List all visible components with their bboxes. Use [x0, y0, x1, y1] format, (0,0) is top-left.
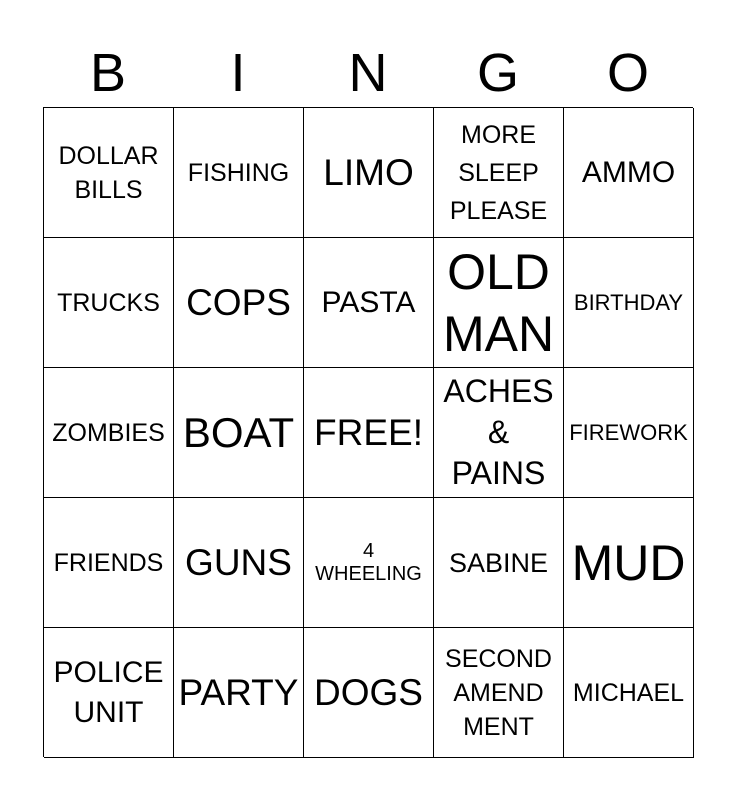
header-letter-n: N: [348, 43, 388, 103]
bingo-cell[interactable]: [304, 498, 434, 628]
cell-label: TRUCKS: [57, 288, 160, 317]
cell-label: PASTA: [321, 285, 416, 319]
cell-label: ACHES & PAINS: [443, 373, 554, 491]
bingo-cell[interactable]: [434, 628, 564, 758]
bingo-cell[interactable]: [304, 238, 434, 368]
header-letter-o: O: [606, 43, 649, 103]
cell-label: POLICE UNIT: [53, 655, 164, 729]
bingo-cell[interactable]: [564, 108, 694, 238]
bingo-cell[interactable]: [174, 368, 304, 498]
bingo-cell[interactable]: [174, 108, 304, 238]
cell-label: SABINE: [448, 547, 549, 578]
cell-label: OLD MAN: [442, 243, 555, 362]
cell-label: PARTY: [178, 671, 299, 713]
cell-label: FREE!: [314, 411, 423, 453]
bingo-cell[interactable]: [174, 238, 304, 368]
bingo-cell[interactable]: [174, 628, 304, 758]
bingo-cell[interactable]: [434, 498, 564, 628]
bingo-cell[interactable]: [44, 238, 174, 368]
bingo-cell[interactable]: [434, 368, 564, 498]
bingo-board: [43, 107, 693, 757]
cell-label: BIRTHDAY: [573, 289, 684, 315]
bingo-cell[interactable]: [44, 498, 174, 628]
cell-label: FISHING: [187, 158, 290, 187]
cell-label: DOLLAR BILLS: [58, 141, 159, 204]
cell-label: FRIENDS: [53, 548, 164, 577]
bingo-cell[interactable]: [564, 368, 694, 498]
bingo-cell[interactable]: [564, 628, 694, 758]
cell-label: BOAT: [182, 408, 295, 456]
cell-label: ZOMBIES: [52, 418, 165, 447]
cell-label: MICHAEL: [572, 678, 685, 707]
cell-label: DOGS: [314, 671, 423, 713]
cell-label: 4 WHEELING: [315, 539, 422, 585]
bingo-cell[interactable]: [304, 108, 434, 238]
cell-label: AMMO: [581, 155, 676, 189]
cell-label: COPS: [186, 281, 291, 323]
bingo-cell[interactable]: [304, 368, 434, 498]
bingo-cell[interactable]: [44, 628, 174, 758]
bingo-header: [43, 40, 693, 106]
bingo-cell[interactable]: [434, 108, 564, 238]
cell-label: SECOND AMEND MENT: [445, 644, 552, 741]
header-letter-g: G: [476, 43, 519, 103]
header-letter-b: B: [89, 43, 127, 103]
header-letter-i: I: [230, 43, 246, 103]
bingo-cell[interactable]: [434, 238, 564, 368]
bingo-cell[interactable]: [564, 498, 694, 628]
bingo-cell[interactable]: [304, 628, 434, 758]
cell-label: MORE SLEEP PLEASE: [449, 120, 548, 225]
cell-label: MUD: [571, 534, 686, 591]
cell-label: LIMO: [323, 151, 414, 193]
bingo-cell[interactable]: [44, 108, 174, 238]
bingo-cell[interactable]: [44, 368, 174, 498]
cell-label: FIREWORK: [569, 419, 688, 445]
bingo-cell[interactable]: [564, 238, 694, 368]
cell-label: GUNS: [185, 541, 292, 583]
bingo-cell[interactable]: [174, 498, 304, 628]
